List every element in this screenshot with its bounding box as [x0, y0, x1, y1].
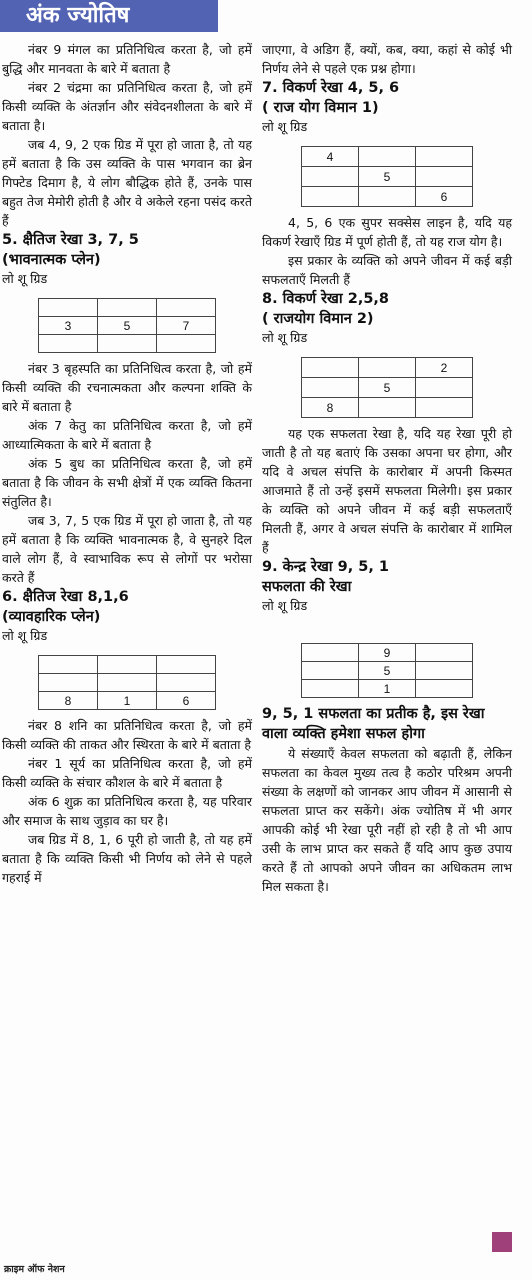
grid-label: लो शू ग्रिड	[262, 330, 308, 345]
paragraph: नंबर 8 शनि का प्रतिनिधित्व करता है, जो हमें किसी व्यक्ति की ताकत और स्थिरता के बारे में बताता है	[2, 718, 252, 752]
grid-label: लो शू ग्रिड	[262, 598, 308, 613]
end-marker	[492, 1232, 512, 1252]
grid-cell: 6	[157, 692, 216, 710]
grid-cell: 5	[359, 378, 416, 398]
paragraph: नंबर 3 बृहस्पति का प्रतिनिधित्व करता है, जो हमें किसी व्यक्ति की रचनात्मकता और कल्पना शक्ति के बारे में बताता है	[2, 361, 252, 414]
page-title: अंक ज्योतिष	[0, 0, 218, 32]
grid-label: लो शू ग्रिड	[262, 119, 308, 134]
paragraph: इस प्रकार के व्यक्ति को अपने जीवन में कई बड़ी सफलताएँ मिलती हैं	[262, 253, 512, 287]
paragraph: 4, 5, 6 एक सुपर सक्सेस लाइन है, यदि यह विकर्ण रेखाएँ ग्रिड में पूर्ण होती हैं, तो यह राज योग है।	[262, 215, 512, 249]
paragraph: अंक 7 केतु का प्रतिनिधित्व करता है, जो हमें आध्यात्मिकता के बारे में बताता है	[2, 418, 252, 452]
grid-cell: 8	[302, 398, 359, 418]
grid-cell: 2	[416, 358, 473, 378]
grid-label: लो शू ग्रिड	[2, 628, 48, 643]
section-heading: 8. विकर्ण रेखा 2,5,8	[262, 291, 390, 307]
paragraph: ये संख्याएँ केवल सफलता को बढ़ाती हैं, लेकिन सफलता का केवल मुख्य तत्व है कठोर परिश्रम अपनी संख्या के लक्षणों को जानकर आप जीवन में आसानी से सफलता प्राप्त कर सकेंगे। अंक ज्योतिष में भी अगर आपकी कोई भी रेखा पूरी नहीं हो रही है तो भी आप उसी के लाभ प्राप्त कर सकते हैं यदि आप कुछ उपाय करते हैं तो आपको अपने जीवन का अधिकतम लाभ मिल सकता है।	[262, 746, 512, 894]
right-column	[262, 40, 512, 896]
lo-shu-grid	[38, 655, 216, 710]
paragraph: यह एक सफलता रेखा है, यदि यह रेखा पूरी हो जाती है तो यह बताएं कि उसका अपना घर होगा, और यदि वे अचल संपत्ति के कारोबार में अपनी किस्मत आजमाते हैं तो उन्हें इसमें सफलता मिलेगी। इस प्रकार के व्यक्ति को अपने जीवन में कई बड़ी सफलताएँ मिलती हैं, अगर वे अचल संपत्ति के कारोबार में शामिल हैं	[262, 426, 512, 555]
grid-cell: 7	[157, 317, 216, 335]
section-subheading: (व्यावहारिक प्लेन)	[2, 609, 101, 625]
lo-shu-grid	[38, 298, 216, 353]
paragraph: नंबर 2 चंद्रमा का प्रतिनिधित्व करता है, जो हमें किसी व्यक्ति के अंतर्ज्ञान और संवेदनशीलता के बारे में बताता है।	[2, 80, 252, 133]
left-column	[2, 40, 252, 887]
paragraph: जाएगा, वे अडिग हैं, क्यों, कब, क्या, कहां से कोई भी निर्णय लेने से पहले एक प्रश्न होगा।	[262, 42, 512, 76]
lo-shu-grid	[301, 643, 473, 698]
grid-cell: 4	[302, 147, 359, 167]
section-heading: 6. क्षैतिज रेखा 8,1,6	[2, 589, 129, 605]
highlight-statement: 9, 5, 1 सफलता का प्रतीक है, इस रेखा वाला व्यक्ति हमेशा सफल होगा	[262, 706, 485, 742]
footer-credit: क्राइम ऑफ नेशन	[4, 1264, 65, 1275]
paragraph: नंबर 9 मंगल का प्रतिनिधित्व करता है, जो हमें बुद्धि और मानवता के बारे में बताता है	[2, 42, 252, 76]
section-heading: 5. क्षैतिज रेखा 3, 7, 5	[2, 232, 139, 248]
grid-cell: 1	[359, 680, 416, 698]
grid-cell: 5	[359, 167, 416, 187]
grid-cell: 5	[359, 662, 416, 680]
section-subheading: ( राजयोग विमान 2)	[262, 311, 374, 327]
section-subheading: (भावनात्मक प्लेन)	[2, 252, 101, 268]
paragraph: अंक 6 शुक्र का प्रतिनिधित्व करता है, यह परिवार और समाज के साथ जुड़ाव का घर है।	[2, 794, 252, 828]
paragraph: जब 3, 7, 5 एक ग्रिड में पूरा हो जाता है, तो यह हमें बताता है कि व्यक्ति भावनात्मक है, वे सुनहरे दिल वाले लोग हैं, वे स्वाभाविक रूप से लोगों पर भरोसा करते हैं	[2, 513, 252, 585]
grid-cell: 3	[39, 317, 98, 335]
grid-cell: 9	[359, 644, 416, 662]
grid-cell: 5	[98, 317, 157, 335]
grid-cell: 1	[98, 692, 157, 710]
grid-cell: 8	[39, 692, 98, 710]
paragraph: नंबर 1 सूर्य का प्रतिनिधित्व करता है, जो हमें किसी व्यक्ति के संचार कौशल के बारे में बताता है	[2, 756, 252, 790]
paragraph: जब ग्रिड में 8, 1, 6 पूरी हो जाती है, तो यह हमें बताता है कि व्यक्ति किसी भी निर्णय को लेने से पहले गहराई में	[2, 832, 252, 885]
paragraph: जब 4, 9, 2 एक ग्रिड में पूरा हो जाता है, तो यह हमें बताता है कि उस व्यक्ति के पास भगवान का ब्रेन गिफ्टेड दिमाग है, ये लोग बौद्धिक होते हैं, उनके पास बहुत तेज मेमोरी होती है और वे अकेले रहना पसंद करते हैं	[2, 137, 252, 228]
lo-shu-grid	[301, 357, 473, 418]
section-subheading: सफलता की रेखा	[262, 579, 352, 595]
grid-cell: 6	[416, 187, 473, 207]
section-subheading: ( राज योग विमान 1)	[262, 100, 379, 116]
paragraph: अंक 5 बुध का प्रतिनिधित्व करता है, जो हमें बताता है कि जीवन के सभी क्षेत्रों में एक व्यक्ति कितना संतुलित है।	[2, 456, 252, 509]
lo-shu-grid	[301, 146, 473, 207]
section-heading: 7. विकर्ण रेखा 4, 5, 6	[262, 80, 400, 96]
grid-label: लो शू ग्रिड	[2, 271, 48, 286]
section-heading: 9. केन्द्र रेखा 9, 5, 1	[262, 559, 389, 575]
